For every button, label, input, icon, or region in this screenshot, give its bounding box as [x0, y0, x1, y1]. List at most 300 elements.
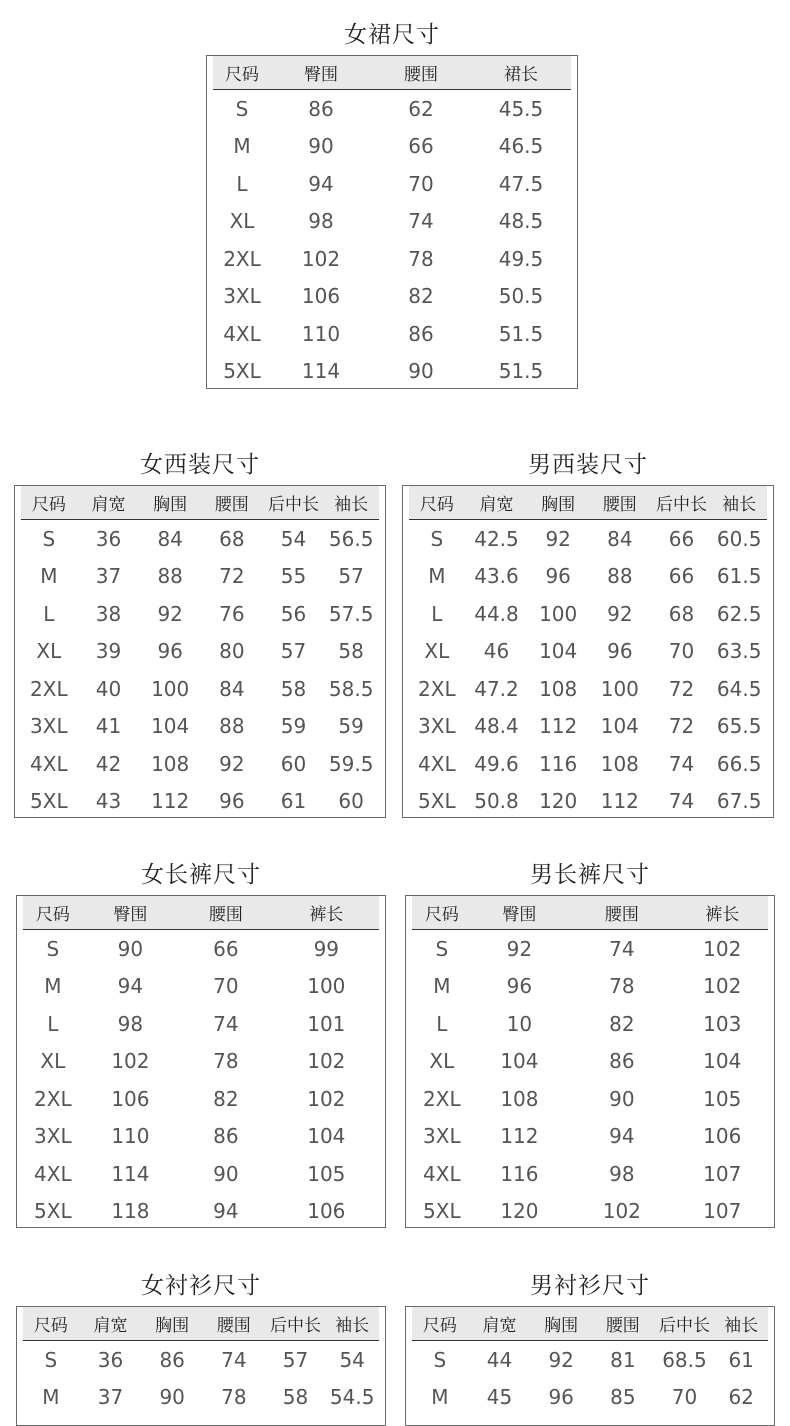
size-cell: M	[431, 1385, 449, 1410]
column-header: 袖长	[335, 1316, 370, 1336]
measurement-cell: 58	[282, 1385, 309, 1410]
column-header: 袖长	[334, 495, 369, 515]
table-title: 男西装尺寸	[528, 452, 648, 478]
measurement-cell: 90	[159, 1385, 185, 1410]
size-cell: 4XL	[30, 751, 68, 776]
measurement-cell: 78	[408, 246, 434, 271]
measurement-cell: 37	[95, 564, 122, 589]
measurement-cell: 106	[111, 1086, 150, 1111]
table-row	[21, 595, 379, 633]
measurement-cell: 74	[609, 936, 635, 961]
measurement-cell: 56.5	[328, 526, 374, 551]
measurement-cell: 74	[408, 209, 434, 234]
size-table	[405, 1306, 775, 1426]
table-title: 女长裤尺寸	[141, 862, 261, 888]
table-row	[409, 633, 767, 671]
measurement-cell: 78	[221, 1385, 247, 1410]
measurement-cell: 92	[219, 751, 245, 776]
size-cell: 4XL	[418, 751, 456, 776]
table-row	[409, 595, 767, 633]
size-cell: M	[428, 564, 446, 589]
size-cell: 3XL	[30, 714, 68, 739]
size-cell: 4XL	[34, 1161, 72, 1186]
table-row	[213, 278, 571, 316]
measurement-cell: 76	[219, 601, 245, 626]
measurement-cell: 116	[500, 1161, 539, 1186]
table-row	[412, 1005, 768, 1043]
measurement-cell: 112	[539, 714, 578, 739]
measurement-cell: 102	[111, 1049, 150, 1074]
measurement-cell: 90	[117, 936, 144, 961]
measurement-cell: 98	[117, 1011, 144, 1036]
table-row	[409, 708, 767, 746]
measurement-cell: 37	[97, 1385, 124, 1410]
measurement-cell: 81	[610, 1347, 636, 1372]
measurement-cell: 38	[95, 601, 122, 626]
table-row	[21, 558, 379, 596]
measurement-cell: 104	[703, 1049, 742, 1074]
measurement-cell: 100	[307, 974, 346, 999]
measurement-cell: 102	[307, 1086, 346, 1111]
table-row	[412, 1379, 768, 1417]
measurement-cell: 90	[408, 359, 434, 384]
size-table	[402, 485, 774, 818]
size-cell: 3XL	[423, 1124, 461, 1149]
measurement-cell: 49.6	[474, 751, 519, 776]
measurement-cell: 57	[280, 639, 307, 664]
size-cell: L	[436, 1011, 448, 1036]
table-row	[23, 1005, 379, 1043]
measurement-cell: 70	[671, 1385, 698, 1410]
measurement-cell: 43	[95, 789, 122, 814]
size-cell: M	[44, 974, 62, 999]
measurement-cell: 58	[280, 676, 307, 701]
table-row	[23, 1193, 379, 1231]
measurement-cell: 84	[607, 526, 633, 551]
column-header: 裤长	[705, 905, 740, 925]
measurement-cell: 50.5	[498, 284, 544, 309]
table-row	[23, 1155, 379, 1193]
measurement-cell: 114	[111, 1161, 150, 1186]
measurement-cell: 106	[301, 284, 341, 309]
measurement-cell: 60	[338, 789, 364, 814]
measurement-cell: 94	[609, 1124, 635, 1149]
column-header: 后中长	[655, 495, 707, 515]
measurement-cell: 112	[500, 1124, 539, 1149]
column-header: 肩宽	[482, 1316, 517, 1336]
measurement-cell: 105	[703, 1086, 742, 1111]
column-header: 臀围	[304, 65, 338, 85]
measurement-cell: 64.5	[716, 676, 762, 701]
column-header: 尺码	[419, 495, 454, 515]
measurement-cell: 78	[609, 974, 635, 999]
measurement-cell: 61	[728, 1347, 754, 1372]
size-cell: L	[43, 601, 55, 626]
table-row	[23, 1080, 379, 1118]
measurement-cell: 112	[151, 789, 190, 814]
measurement-cell: 104	[500, 1049, 539, 1074]
measurement-cell: 102	[703, 936, 742, 961]
table-row	[409, 745, 767, 783]
size-cell: S	[430, 526, 444, 551]
measurement-cell: 39	[95, 639, 122, 664]
measurement-cell: 70	[408, 171, 434, 196]
table-row	[213, 315, 571, 353]
column-header: 尺码	[33, 1316, 68, 1336]
size-cell: S	[46, 936, 60, 961]
size-table	[16, 895, 386, 1228]
size-cell: S	[235, 96, 249, 121]
table-row	[21, 708, 379, 746]
measurement-cell: 58.5	[328, 676, 374, 701]
measurement-cell: 80	[219, 639, 245, 664]
table-header-row	[21, 486, 379, 520]
column-header: 后中长	[269, 1316, 321, 1336]
measurement-cell: 66	[213, 936, 239, 961]
measurement-cell: 107	[703, 1199, 742, 1224]
column-header: 肩宽	[93, 1316, 128, 1336]
table-row	[23, 1379, 379, 1417]
measurement-cell: 59	[338, 714, 364, 739]
measurement-cell: 99	[313, 936, 340, 961]
table-title: 女裙尺寸	[344, 22, 440, 48]
table-row	[213, 165, 571, 203]
column-header: 裙长	[504, 65, 538, 85]
size-cell: XL	[40, 1049, 66, 1074]
column-header: 胸围	[544, 1316, 579, 1336]
size-cell: 3XL	[223, 284, 261, 309]
measurement-cell: 70	[668, 639, 695, 664]
measurement-cell: 50.8	[474, 789, 519, 814]
measurement-cell: 44.8	[474, 601, 519, 626]
table-row	[213, 128, 571, 166]
measurement-cell: 61.5	[716, 564, 762, 589]
table-row	[412, 1080, 768, 1118]
table-title: 男衬衫尺寸	[530, 1273, 650, 1299]
measurement-cell: 65.5	[716, 714, 762, 739]
column-header: 胸围	[153, 495, 188, 515]
column-header: 后中长	[658, 1316, 710, 1336]
measurement-cell: 10	[506, 1011, 533, 1036]
measurement-cell: 62.5	[716, 601, 762, 626]
size-cell: 2XL	[423, 1086, 461, 1111]
size-cell: 5XL	[30, 789, 68, 814]
measurement-cell: 102	[307, 1049, 346, 1074]
measurement-cell: 66.5	[716, 751, 762, 776]
size-table	[16, 1306, 386, 1426]
measurement-cell: 56	[280, 601, 307, 626]
measurement-cell: 55	[280, 564, 307, 589]
size-cell: 3XL	[34, 1124, 72, 1149]
table-row	[412, 1118, 768, 1156]
table-header-row	[23, 1307, 379, 1341]
measurement-cell: 100	[600, 676, 639, 701]
table-title: 男长裤尺寸	[530, 862, 650, 888]
measurement-cell: 42.5	[474, 526, 519, 551]
table-row	[23, 1043, 379, 1081]
column-header: 尺码	[35, 905, 70, 925]
table-body	[21, 520, 379, 820]
measurement-cell: 86	[213, 1124, 239, 1149]
measurement-cell: 60	[280, 751, 307, 776]
measurement-cell: 116	[539, 751, 578, 776]
measurement-cell: 66	[408, 134, 434, 159]
measurement-cell: 51.5	[498, 359, 544, 384]
column-header: 袖长	[724, 1316, 759, 1336]
measurement-cell: 114	[301, 359, 341, 384]
measurement-cell: 112	[600, 789, 639, 814]
measurement-cell: 74	[213, 1011, 239, 1036]
column-header: 腰围	[602, 495, 637, 515]
measurement-cell: 88	[607, 564, 633, 589]
measurement-cell: 118	[111, 1199, 150, 1224]
measurement-cell: 106	[307, 1199, 346, 1224]
column-header: 腰围	[214, 495, 249, 515]
size-cell: M	[40, 564, 58, 589]
measurement-cell: 92	[157, 601, 183, 626]
size-cell: 5XL	[418, 789, 456, 814]
measurement-cell: 102	[602, 1199, 641, 1224]
column-header: 腰围	[404, 65, 438, 85]
column-header: 肩宽	[91, 495, 126, 515]
size-cell: XL	[424, 639, 450, 664]
size-cell: 4XL	[223, 321, 261, 346]
measurement-cell: 40	[95, 676, 122, 701]
measurement-cell: 51.5	[498, 321, 544, 346]
size-cell: S	[42, 526, 56, 551]
measurement-cell: 92	[506, 936, 533, 961]
column-header: 胸围	[155, 1316, 190, 1336]
table-body	[412, 1341, 768, 1416]
measurement-cell: 86	[308, 96, 334, 121]
measurement-cell: 68	[219, 526, 245, 551]
measurement-cell: 120	[500, 1199, 539, 1224]
column-header: 腰围	[208, 905, 243, 925]
measurement-cell: 92	[607, 601, 633, 626]
measurement-cell: 61	[280, 789, 307, 814]
measurement-cell: 67.5	[716, 789, 762, 814]
column-header: 腰围	[605, 1316, 640, 1336]
measurement-cell: 96	[607, 639, 633, 664]
table-row	[21, 670, 379, 708]
measurement-cell: 82	[408, 284, 434, 309]
measurement-cell: 36	[97, 1347, 124, 1372]
size-cell: M	[433, 974, 451, 999]
measurement-cell: 46	[483, 639, 510, 664]
measurement-cell: 98	[308, 209, 334, 234]
measurement-cell: 100	[539, 601, 578, 626]
size-cell: L	[236, 171, 248, 196]
measurement-cell: 103	[703, 1011, 742, 1036]
table-row	[213, 240, 571, 278]
size-cell: S	[44, 1347, 58, 1372]
size-cell: 5XL	[423, 1199, 461, 1224]
measurement-cell: 45	[486, 1385, 513, 1410]
measurement-cell: 108	[539, 676, 578, 701]
measurement-cell: 86	[609, 1049, 635, 1074]
size-cell: XL	[36, 639, 62, 664]
measurement-cell: 92	[548, 1347, 574, 1372]
table-row	[213, 353, 571, 391]
table-row	[412, 1193, 768, 1231]
measurement-cell: 110	[301, 321, 341, 346]
table-row	[412, 1341, 768, 1379]
measurement-cell: 57.5	[328, 601, 374, 626]
table-body	[23, 930, 379, 1230]
size-cell: XL	[429, 1049, 455, 1074]
table-header-row	[409, 486, 767, 520]
measurement-cell: 96	[157, 639, 183, 664]
size-cell: 5XL	[223, 359, 261, 384]
table-row	[409, 558, 767, 596]
measurement-cell: 84	[157, 526, 183, 551]
table-row	[23, 1341, 379, 1379]
table-header-row	[23, 896, 379, 930]
measurement-cell: 110	[111, 1124, 150, 1149]
measurement-cell: 108	[151, 751, 190, 776]
column-header: 裤长	[309, 905, 344, 925]
measurement-cell: 66	[668, 526, 695, 551]
measurement-cell: 96	[545, 564, 571, 589]
measurement-cell: 120	[539, 789, 578, 814]
column-header: 后中长	[267, 495, 319, 515]
measurement-cell: 59	[280, 714, 307, 739]
measurement-cell: 45.5	[498, 96, 544, 121]
table-title: 女衬衫尺寸	[141, 1273, 261, 1299]
column-header: 尺码	[225, 65, 259, 85]
size-cell: 2XL	[34, 1086, 72, 1111]
measurement-cell: 49.5	[498, 246, 544, 271]
measurement-cell: 100	[151, 676, 190, 701]
table-body	[409, 520, 767, 820]
measurement-cell: 104	[600, 714, 639, 739]
measurement-cell: 85	[610, 1385, 636, 1410]
column-header: 臀围	[502, 905, 537, 925]
table-row	[412, 1043, 768, 1081]
measurement-cell: 66	[668, 564, 695, 589]
measurement-cell: 43.6	[474, 564, 519, 589]
measurement-cell: 90	[213, 1161, 239, 1186]
measurement-cell: 86	[408, 321, 434, 346]
table-row	[409, 783, 767, 821]
measurement-cell: 104	[151, 714, 190, 739]
measurement-cell: 68	[668, 601, 695, 626]
measurement-cell: 44	[486, 1347, 513, 1372]
measurement-cell: 62	[728, 1385, 754, 1410]
measurement-cell: 59.5	[328, 751, 374, 776]
measurement-cell: 48.4	[474, 714, 519, 739]
measurement-cell: 57	[338, 564, 364, 589]
measurement-cell: 106	[703, 1124, 742, 1149]
measurement-cell: 54.5	[329, 1385, 375, 1410]
measurement-cell: 96	[219, 789, 245, 814]
size-cell: 2XL	[30, 676, 68, 701]
measurement-cell: 82	[609, 1011, 635, 1036]
measurement-cell: 48.5	[498, 209, 544, 234]
table-row	[21, 633, 379, 671]
measurement-cell: 98	[609, 1161, 635, 1186]
measurement-cell: 74	[668, 789, 695, 814]
measurement-cell: 104	[539, 639, 578, 664]
measurement-cell: 63.5	[716, 639, 762, 664]
column-header: 尺码	[424, 905, 459, 925]
measurement-cell: 58	[338, 639, 364, 664]
measurement-cell: 88	[157, 564, 183, 589]
measurement-cell: 54	[339, 1347, 365, 1372]
measurement-cell: 84	[219, 676, 245, 701]
measurement-cell: 54	[280, 526, 307, 551]
size-cell: S	[435, 936, 449, 961]
table-body	[23, 1341, 379, 1416]
table-row	[213, 90, 571, 128]
measurement-cell: 70	[213, 974, 239, 999]
measurement-cell: 36	[95, 526, 122, 551]
table-header-row	[412, 1307, 768, 1341]
measurement-cell: 47.2	[474, 676, 519, 701]
measurement-cell: 90	[609, 1086, 635, 1111]
size-cell: 2XL	[223, 246, 261, 271]
measurement-cell: 72	[668, 714, 695, 739]
measurement-cell: 102	[301, 246, 341, 271]
size-cell: S	[433, 1347, 447, 1372]
size-cell: M	[233, 134, 251, 159]
table-row	[23, 930, 379, 968]
table-row	[23, 1118, 379, 1156]
measurement-cell: 86	[159, 1347, 185, 1372]
measurement-cell: 90	[308, 134, 334, 159]
table-row	[21, 520, 379, 558]
measurement-cell: 57	[282, 1347, 309, 1372]
measurement-cell: 74	[221, 1347, 247, 1372]
measurement-cell: 104	[307, 1124, 346, 1149]
measurement-cell: 68.5	[662, 1347, 707, 1372]
measurement-cell: 94	[213, 1199, 239, 1224]
size-table	[405, 895, 775, 1228]
size-table	[14, 485, 386, 818]
measurement-cell: 74	[668, 751, 695, 776]
column-header: 腰围	[216, 1316, 251, 1336]
measurement-cell: 96	[548, 1385, 574, 1410]
table-row	[412, 930, 768, 968]
measurement-cell: 41	[95, 714, 122, 739]
size-cell: 2XL	[418, 676, 456, 701]
size-cell: M	[42, 1385, 60, 1410]
measurement-cell: 102	[703, 974, 742, 999]
table-row	[412, 968, 768, 1006]
table-body	[213, 90, 571, 390]
column-header: 肩宽	[479, 495, 514, 515]
measurement-cell: 105	[307, 1161, 346, 1186]
column-header: 臀围	[113, 905, 148, 925]
table-row	[409, 670, 767, 708]
table-row	[21, 745, 379, 783]
measurement-cell: 82	[213, 1086, 239, 1111]
measurement-cell: 108	[500, 1086, 539, 1111]
table-row	[23, 968, 379, 1006]
table-row	[409, 520, 767, 558]
size-cell: 5XL	[34, 1199, 72, 1224]
size-cell: 3XL	[418, 714, 456, 739]
column-header: 尺码	[31, 495, 66, 515]
table-body	[412, 930, 768, 1230]
table-header-row	[412, 896, 768, 930]
measurement-cell: 94	[117, 974, 144, 999]
size-cell: XL	[229, 209, 255, 234]
measurement-cell: 72	[219, 564, 245, 589]
measurement-cell: 92	[545, 526, 571, 551]
table-row	[21, 783, 379, 821]
measurement-cell: 94	[308, 171, 334, 196]
